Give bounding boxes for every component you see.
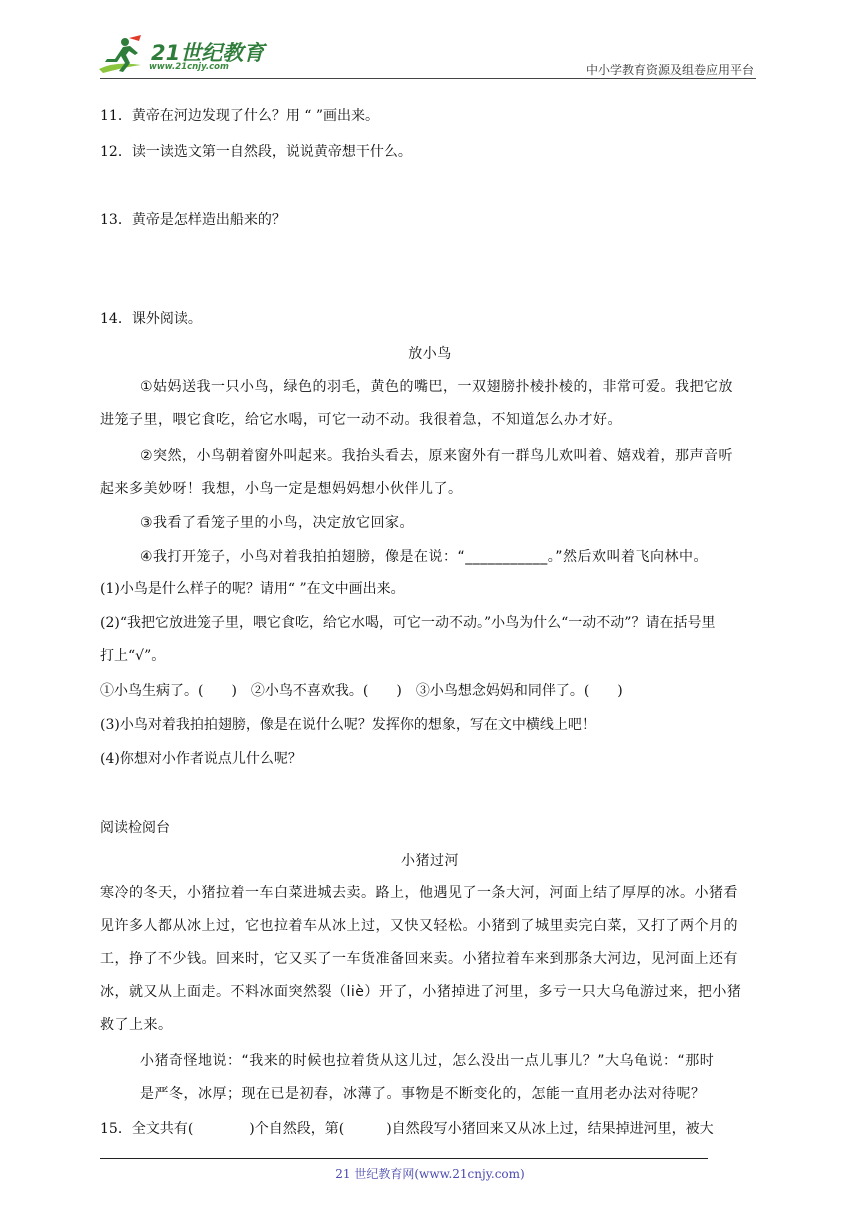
subquestion: (1)小鸟是什么样子的呢？请用“ ”在文中画出来。 <box>100 581 405 597</box>
passage-line: 是严冬，冰厚；现在已是初春，冰薄了。事物是不断变化的，怎能一直用老办法对待呢？ <box>140 1086 706 1102</box>
runner-logo-icon <box>95 35 151 79</box>
passage-line: 冰，就又从上面走。不料冰面突然裂（liè）开了，小猪掉进了河里，多亏一只大乌龟游过来，把小猪 <box>100 984 742 1000</box>
passage-line: 起来多美妙呀！我想，小鸟一定是想妈妈想小伙伴儿了。 <box>100 481 463 497</box>
passage-line: 救了上来。 <box>100 1017 173 1033</box>
subquestion: (2)“我把它放进笼子里，喂它食吃，给它水喝，可它一动不动。”小鸟为什么“一动不动”？请在括号里 <box>100 615 716 631</box>
footer-divider <box>100 1158 708 1159</box>
question-12: 12．读一读选文第一自然段，说说黄帝想干什么。 <box>100 144 412 160</box>
passage-line: ④我打开笼子，小鸟对着我拍拍翅膀，像是在说：“___________。”然后欢叫着飞向林中。 <box>140 549 709 565</box>
passage-line: 进笼子里，喂它食吃，给它水喝，可它一动不动。我很着急，不知道怎么办才好。 <box>100 412 622 428</box>
passage-line: 小猪奇怪地说：“我来的时候也拉着货从这儿过，怎么没出一点儿事儿？”大乌龟说：“那时 <box>140 1053 715 1069</box>
passage-line: ③我看了看笼子里的小鸟，决定放它回家。 <box>140 515 415 531</box>
question-15: 15．全文共有( )个自然段，第( )自然段写小猪回来又从冰上过，结果掉进河里，被大 <box>100 1121 714 1137</box>
header-divider <box>100 78 756 79</box>
passage-line: 见许多人都从冰上过，它也拉着车从冰上过，又快又轻松。小猪到了城里卖完白菜，又打了两个月的 <box>100 918 738 934</box>
question-11: 11．黄帝在河边发现了什么？用 “ ”画出来。 <box>100 108 380 124</box>
question-14: 14．课外阅读。 <box>100 311 202 327</box>
section-heading: 阅读检阅台 <box>100 820 170 836</box>
passage-title: 小猪过河 <box>401 853 459 869</box>
passage-line: 工，挣了不少钱。回来时，它又买了一车货准备回来卖。小猪拉着车来到那条大河边，见河面上还有 <box>100 951 738 967</box>
passage-line: ②突然，小鸟朝着窗外叫起来。我抬头看去，原来窗外有一群鸟儿欢叫着、嬉戏着，那声音听 <box>140 448 734 464</box>
logo-url: www.21cnjy.com <box>149 62 229 72</box>
subquestion: (4)你想对小作者说点儿什么呢？ <box>100 751 302 767</box>
header-platform-text: 中小学教育资源及组卷应用平台 <box>585 63 754 77</box>
logo-title: 21世纪教育 <box>151 41 265 65</box>
footer-text: 21 世纪教育网(www.21cnjy.com) <box>335 1167 525 1181</box>
subquestion: (3)小鸟对着我拍拍翅膀，像是在说什么呢？发挥你的想象，写在文中横线上吧！ <box>100 717 596 733</box>
subquestion: 打上“√”。 <box>100 648 166 664</box>
passage-line: 寒冷的冬天，小猪拉着一车白菜进城去卖。路上，他遇见了一条大河，河面上结了厚厚的冰。小猪看 <box>100 885 738 901</box>
answer-options: ①小鸟生病了。( ) ②小鸟不喜欢我。( ) ③小鸟想念妈妈和同伴了。( ) <box>100 683 623 699</box>
passage-title: 放小鸟 <box>408 346 452 362</box>
logo <box>95 35 265 79</box>
page-header <box>0 0 860 82</box>
question-13: 13．黄帝是怎样造出船来的？ <box>100 212 286 228</box>
passage-line: ①姑妈送我一只小鸟，绿色的羽毛，黄色的嘴巴，一双翅膀扑棱扑棱的，非常可爱。我把它放 <box>140 379 734 395</box>
